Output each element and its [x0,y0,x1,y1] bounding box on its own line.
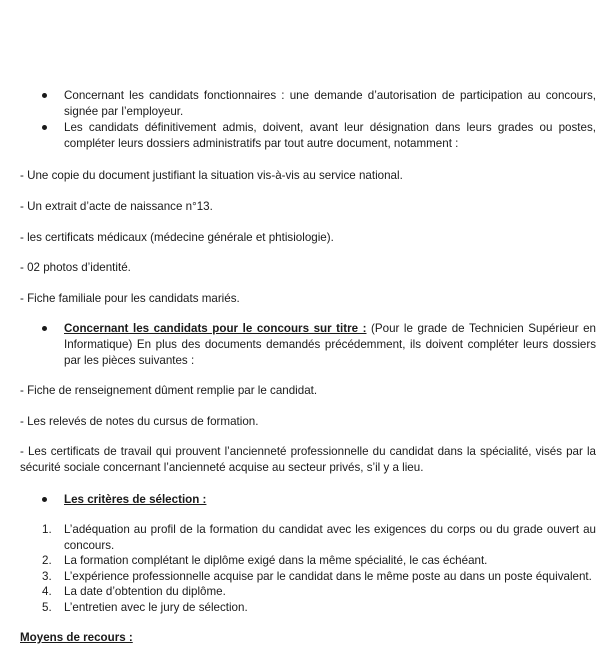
titre-document-item: - Fiche de renseignement dûment remplie par le candidat. [20,384,318,398]
bullet-icon [42,125,47,130]
document-item: - Un extrait d’acte de naissance n°13. [20,199,213,213]
criteria-text: L’entretien avec le jury de sélection. [64,601,248,615]
bullet-criteres [20,492,596,508]
criteria-item [20,584,596,600]
bullet-icon [42,93,47,98]
criteres-section [20,492,596,508]
criteria-item [20,522,596,553]
criteria-text: La formation complétant le diplôme exigé dans la même spécialité, le cas échéant. [64,554,488,568]
criteria-list [20,522,596,616]
criteria-text: La date d’obtention du diplôme. [64,585,226,599]
criteria-text: L’adéquation au profil de la formation du candidat avec les exigences du corps ou du grade ouvert au concours. [64,523,596,552]
concours-titre-section [20,321,596,368]
criteria-item [20,569,596,585]
top-bullet-list [20,88,596,151]
titre-document-item: - Les relevés de notes du cursus de formation. [20,414,259,428]
section-heading: Concernant les candidats pour le concours sur titre : [64,322,367,336]
bullet-icon [42,326,47,331]
section-text: (Pour le grade de Technicien Supérieur en Informatique) En plus des documents demandés précédemment, ils doivent compléter leurs dossiers par les pièces suivantes : [64,322,596,367]
bullet-concours-titre [20,321,596,368]
document-item: - Une copie du document justifiant la situation vis-à-vis au service national. [20,169,403,183]
recours-heading: Moyens de recours : [20,630,133,644]
document-item: - Fiche familiale pour les candidats mariés. [20,291,240,305]
criteria-item [20,553,596,569]
section-heading: Les critères de sélection : [64,492,207,506]
bullet-admis [20,120,596,151]
document-item: - 02 photos d’identité. [20,261,131,275]
criteria-number: 2. [42,554,52,568]
bullet-text: Concernant les candidats fonctionnaires : une demande d’autorisation de participation au concours, signée par l’employeur. [64,89,596,118]
bullet-text: Les candidats définitivement admis, doivent, avant leur désignation dans leurs grades ou postes, compléter leurs dossiers administratifs par tout autre document, notamment : [64,121,596,150]
criteria-text: L’expérience professionnelle acquise par le candidat dans le même poste au dans un poste équivalent. [64,569,592,583]
criteria-item [20,600,596,616]
criteria-number: 3. [42,569,52,583]
bullet-fonctionnaires [20,88,596,119]
criteria-number: 4. [42,585,52,599]
criteria-number: 1. [42,523,52,537]
titre-document-item: - Les certificats de travail qui prouvent l’ancienneté professionnelle du candidat dans la spécialité, visés par la sécurité sociale concernant l’ancienneté acquise au secteur privés, s’il y a lieu. [20,445,596,474]
document-item: - les certificats médicaux (médecine générale et phtisiologie). [20,230,334,244]
bullet-icon [42,497,47,502]
criteria-number: 5. [42,601,52,615]
